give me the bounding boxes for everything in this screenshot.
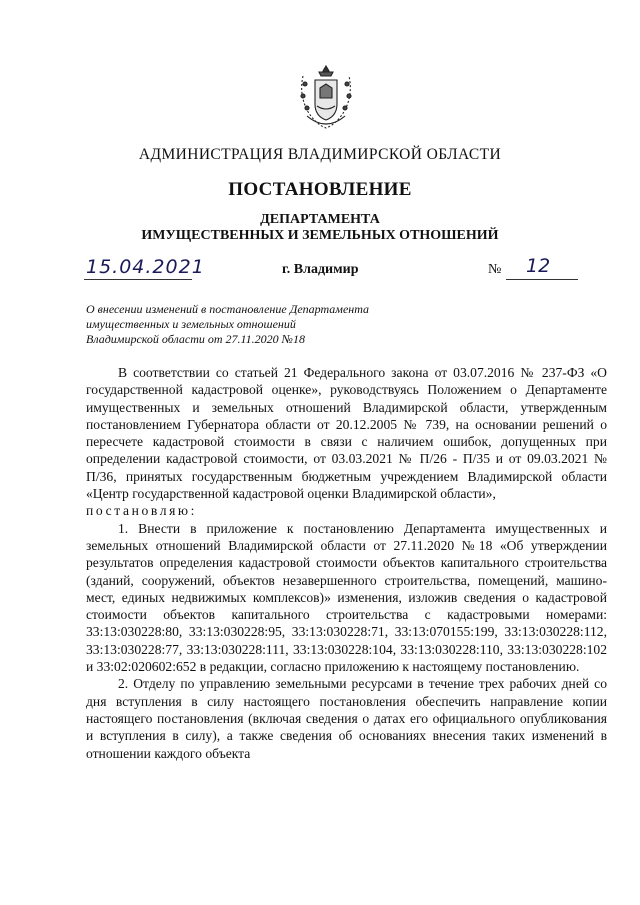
clause-2-paragraph: 2. Отделу по управлению земельными ресурсами в течение трех рабочих дней со дня вступления в силу настоящего постановления обеспечить направление копии настоящего постановления (включая сведения о датах его официального опубликования и вступления в силу), а также сведения об основаниях внесения таких изменений в отношении каждого объекта [86,676,607,761]
document-subject [86,302,369,347]
decree-word: постановляю: [86,503,198,519]
subject-line-1: О внесении изменений в постановление Департамента [86,302,370,316]
number-sign: № [488,262,502,277]
coat-of-arms-emblem [295,62,357,132]
document-type-title: ПОСТАНОВЛЕНИЕ [228,179,412,200]
number-underline [506,279,578,280]
preamble-paragraph: В соответствии со статьей 21 Федерального закона от 03.07.2016 № 237-ФЗ «О государственной кадастровой оценке», руководствуясь Положением о Департаменте имущественных и земельных отношений Владимирской области, утвержденным постановлением Губернатора области от 20.12.2005 № 739, на основании решений о пересчете кадастровой стоимости в связи с наличием ошибок, допущенных при определении кадастровой стоимости, от 03.03.2021 № П/26 - П/35 и от 09.03.2021 № П/36, принятых государственным бюджетным учреждением Владимирской области «Центр государственной кадастровой оценки Владимирской области», [86,365,607,502]
clause-1-paragraph: 1. Внести в приложение к постановлению Департамента имущественных и земельных отношений Владимирской области от 27.11.2020 №18 «Об утверждении результатов определения кадастровой стоимости объектов капитального строительства (зданий, сооружений, объектов незавершенного строительства, помещений, машино-мест, единых недвижимых комплексов)» изменения, изложив сведения о кадастровой стоимости объектов капитального строительства с кадастровыми номерами: 33:13:030228:80, 33:13:030228:95, 33:13:030228:71, 33:13:070155:199, 33:13:030228:112, 33:13:030228:77, 33:13:030228:111, 33:13:030228:104, 33:13:030228:110, 33:13:030228:102 и 33:02:020602:652 в редакции, согласно приложению к настоящему постановлению. [86,520,607,675]
department-line-2: ИМУЩЕСТВЕННЫХ И ЗЕМЕЛЬНЫХ ОТНОШЕНИЙ [141,228,499,243]
subject-line-2: имущественных и земельных отношений [86,317,296,331]
city-label: г. Владимир [282,262,359,277]
administration-title: АДМИНИСТРАЦИЯ ВЛАДИМИРСКОЙ ОБЛАСТИ [138,146,502,163]
department-title [0,212,640,244]
subject-line-3: Владимирской области от 27.11.2020 №18 [86,332,305,346]
department-line-1: ДЕПАРТАМЕНТА [260,212,380,227]
date-underline [84,279,192,280]
handwritten-number: 12 [526,255,551,277]
document-body [86,364,607,762]
handwritten-date: 15.04.2021 [86,256,205,278]
